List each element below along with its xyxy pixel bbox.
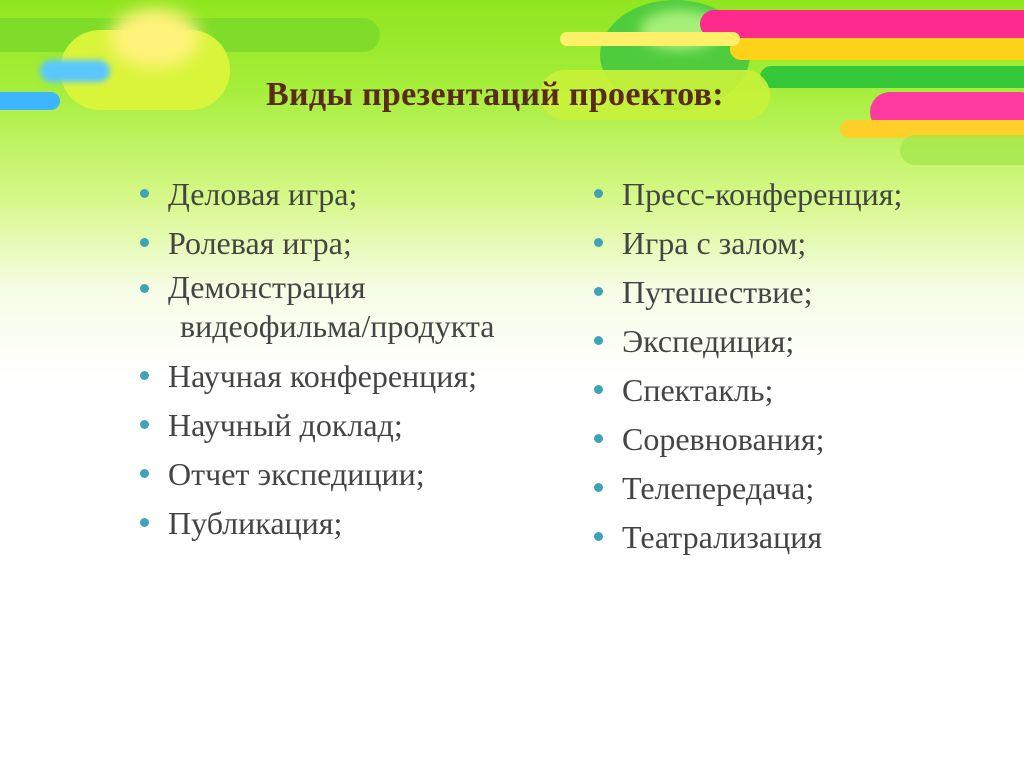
list-item [592, 464, 902, 513]
left-list [138, 170, 494, 548]
list-item [592, 268, 902, 317]
list-item-text: Игра с залом; [622, 225, 807, 261]
decor-shape [760, 66, 1024, 88]
list-item-text: Путешествие; [622, 274, 813, 310]
bullet-icon [140, 420, 149, 429]
list-item [592, 170, 902, 219]
bullet-icon [594, 287, 603, 296]
bullet-icon [594, 336, 603, 345]
bullet-icon [594, 189, 603, 198]
list-item-text: Публикация; [168, 505, 343, 541]
list-item-text: Научный доклад; [168, 407, 403, 443]
bullet-icon [594, 385, 603, 394]
decor-shape [900, 135, 1024, 165]
list-item [592, 219, 902, 268]
list-item-text: Спектакль; [622, 372, 774, 408]
list-item-text: Научная конференция; [168, 358, 477, 394]
list-item-text: Театрализация [622, 519, 823, 555]
list-item-text: Телепередача; [622, 470, 815, 506]
bullet-icon [140, 189, 149, 198]
bullet-icon [140, 518, 149, 527]
list-item [138, 170, 494, 219]
slide-title: Виды презентаций проектов: [266, 76, 724, 113]
list-item [138, 499, 494, 548]
list-item-text: Демонстрация [168, 269, 366, 305]
decor-shape [560, 32, 740, 46]
list-item-text-continued: видеофильма/продукта [180, 308, 495, 344]
list-item [138, 268, 494, 346]
decor-shape [40, 60, 110, 82]
list-item-text: Экспедиция; [622, 323, 795, 359]
list-item [138, 352, 494, 401]
list-item-text: Соревнования; [622, 421, 825, 457]
bullet-icon [594, 532, 603, 541]
decor-shape [730, 38, 1024, 60]
list-item [138, 219, 494, 268]
list-item [592, 366, 902, 415]
list-item [138, 450, 494, 499]
list-item [592, 415, 902, 464]
decor-shape [110, 8, 200, 68]
right-list [592, 170, 902, 562]
bullet-icon [140, 469, 149, 478]
list-item [138, 401, 494, 450]
bullet-icon [140, 284, 149, 293]
list-item [592, 513, 902, 562]
list-item-text: Ролевая игра; [168, 225, 352, 261]
list-item-text: Отчет экспедиции; [168, 456, 425, 492]
decor-shape [700, 10, 1024, 38]
list-item-text: Деловая игра; [168, 176, 358, 212]
bullet-icon [594, 238, 603, 247]
list-item-text: Пресс-конференция; [622, 176, 903, 212]
bullet-icon [140, 371, 149, 380]
decor-shape [0, 92, 60, 110]
bullet-icon [594, 434, 603, 443]
list-item [592, 317, 902, 366]
bullet-icon [140, 238, 149, 247]
bullet-icon [594, 483, 603, 492]
